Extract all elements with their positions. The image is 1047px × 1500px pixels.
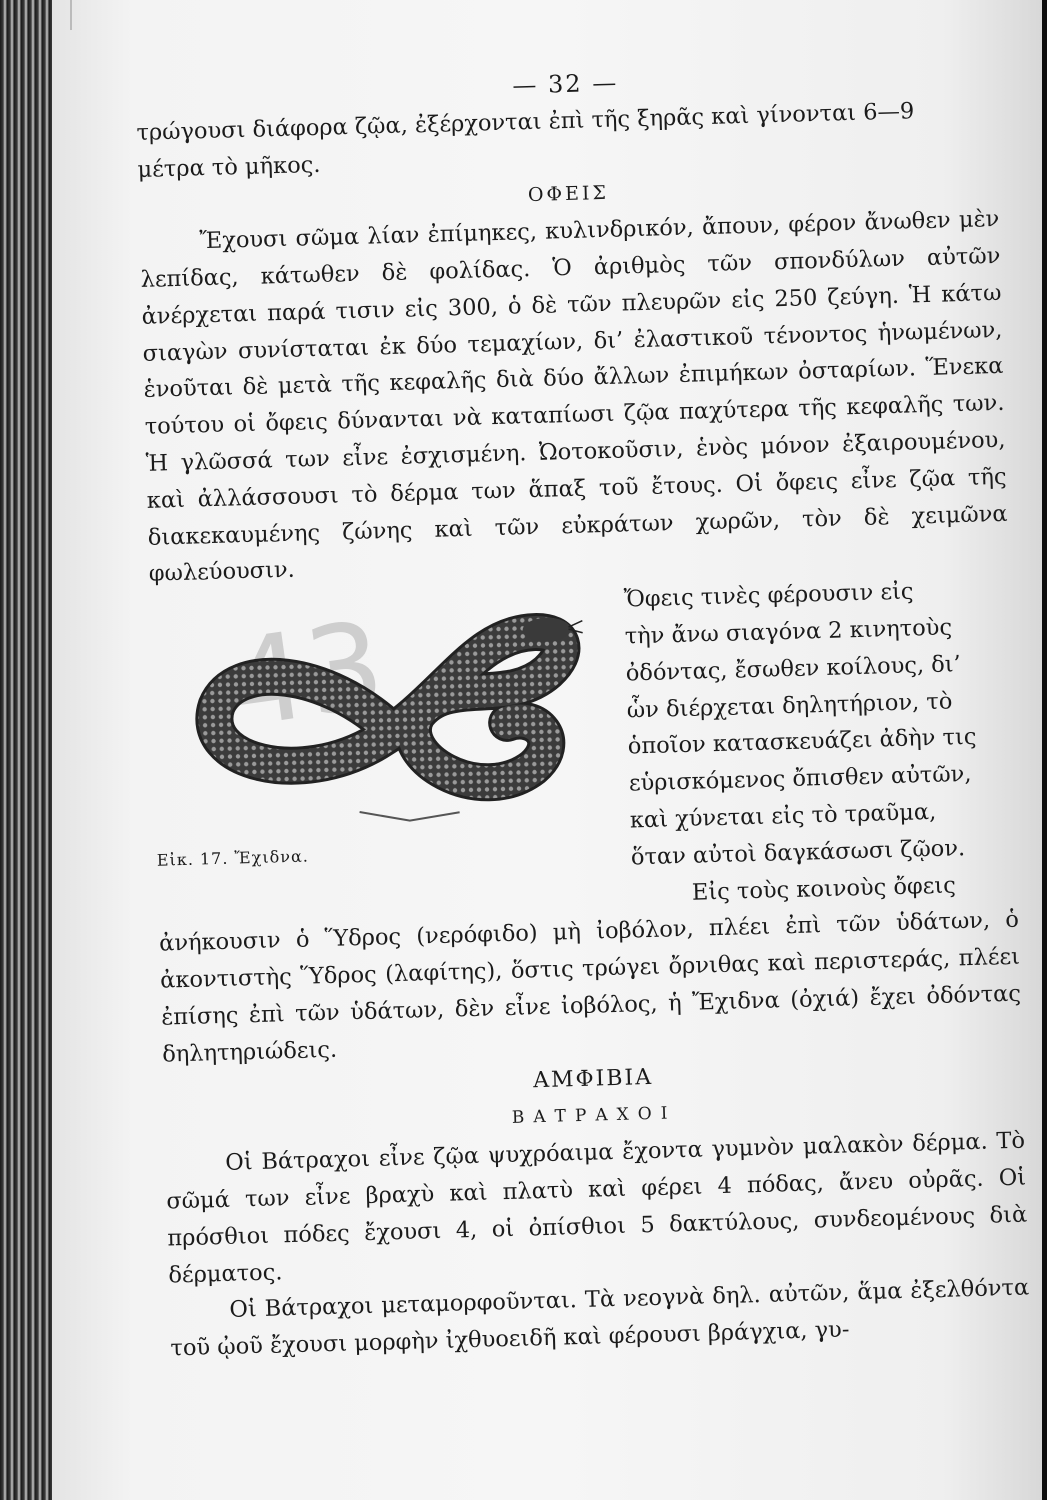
ofeis-continuation: ἀνήκουσιν ὁ Ὕδρος (νερόφιδο) μὴ ἰοβόλον, πλέει ἐπὶ τῶν ὑδάτων, ὁ ἀκοντιστὴς Ὕδρος (λαφίτης), ὅστις τρώγει ὄρνιθας καὶ περιστεράς, πλέει ἐπίσης ἐπὶ τῶν ὑδάτων, δὲν εἶνε ἰοβόλος, ἡ Ἔχιδνα (ὀχιά) ἔχει ὀδόντας δηλητηριώδεις. <box>158 906 1022 1068</box>
side-line: ὧν διέρχεται δηλητήριον, τὸ <box>626 687 953 724</box>
book-spine <box>0 0 52 1500</box>
side-line: Εἰς τοὺς κοινοὺς ὄφεις <box>691 871 957 906</box>
side-line: ὁποῖον κατασκευάζει ἀδὴν τις <box>627 724 977 760</box>
subsection-title: ΒΑΤΡΑΧΟΙ <box>511 1103 677 1129</box>
batrachoi-paragraph-2: Οἱ Βάτραχοι μεταμορφοῦνται. Τὰ νεογνὰ δηλ. αὐτῶν, ἅμα ἐξελθόντα τοῦ ᾠοῦ ἔχουσι μορφὴν ἰχθυοειδῆ καὶ φέρουσι βράγχια, γυ- <box>170 1274 1030 1362</box>
figure-row <box>149 571 1018 926</box>
side-line: ὀδόντας, ἔσωθεν κοίλους, δι’ <box>625 650 962 687</box>
page-edge-line <box>70 0 72 30</box>
figure-caption: Εἰκ. 17. Ἔχιδνα. <box>156 846 310 870</box>
intro-line-2: μέτρα τὸ μῆκος. <box>137 151 321 183</box>
intro-line-1: τρώγουσι διάφορα ζῷα, ἐξέρχονται ἐπὶ τῆς ξηρᾶς καὶ γίνονται 6—9 <box>136 98 915 146</box>
figure-side-text <box>619 571 1018 913</box>
side-line: καὶ χύνεται εἰς τὸ τραῦμα, <box>629 798 937 834</box>
page-number: — 32 — <box>512 68 619 100</box>
batrachoi-paragraph-1: Οἱ Βάτραχοι εἶνε ζῷα ψυχρόαιμα ἔχοντα γυμνὸν μαλακὸν δέρμα. Τὸ σῶμά των εἶνε βραχὺ καὶ πλατὺ καὶ φέρει 4 πόδας, ἄνευ οὐρᾶς. Οἱ πρόσθιοι πόδες ἔχουσι 4, οἱ ὀπίσθιοι 5 δακτύλους, συνδεομένους διὰ δέρματος. <box>166 1127 1028 1289</box>
chapter-title: ΑΜΦΙΒΙΑ <box>532 1064 654 1093</box>
side-line: τὴν ἄνω σιαγόνα 2 κινητοὺς <box>624 614 953 650</box>
viper-illustration <box>174 591 591 842</box>
figure-17 <box>149 582 628 926</box>
section-title: ΟΦΕΙΣ <box>527 182 610 207</box>
side-line: ὅταν αὐτοὶ δαγκάσωσι ζῷον. <box>630 834 966 871</box>
side-line: εὑρισκόμενος ὄπισθεν αὐτῶν, <box>628 761 972 797</box>
ofeis-paragraph: Ἔχουσι σῶμα λίαν ἐπίμηκες, κυλινδρικόν, ἄπουν, φέρον ἄνωθεν μὲν λεπίδας, κάτωθεν δὲ φολίδας. Ὁ ἀριθμὸς τῶν σπονδύλων αὐτῶν ἀνέρχεται παρά τισιν εἰς 300, ὁ δὲ τῶν πλευρῶν εἰς 250 ζεύγη. Ἡ κάτω σιαγὼν συνίσταται ἐκ δύο τεμαχίων, δι’ ἐλαστικοῦ τένοντος ἡνωμένων, ἑνοῦται δὲ μετὰ τῆς κεφαλῆς διὰ δύο ἄλλων ἐπιμήκων ὀσταρίων. Ἕνεκα τούτου οἱ ὄφεις δύνανται νὰ καταπίωσι ζῷα παχύτερα τῆς κεφαλῆς των. Ἡ γλῶσσά των εἶνε ἐσχισμένη. Ὠοτοκοῦσιν, ἑνὸς μόνον ἐξαιρουμένου, καὶ ἀλλάσσουσι τὸ δέρμα των ἅπαξ τοῦ ἔτους. Οἱ ὄφεις εἶνε ζῷα τῆς διακεκαυμένης ζώνης καὶ τῶν εὐκράτων χωρῶν, τὸν δὲ χειμῶνα φωλεύουσιν. <box>140 206 1008 588</box>
pencil-mark: 43 <box>221 596 392 756</box>
side-line: Ὄφεις τινὲς φέρουσιν εἰς <box>623 578 914 613</box>
page-text-block <box>135 54 1031 1367</box>
